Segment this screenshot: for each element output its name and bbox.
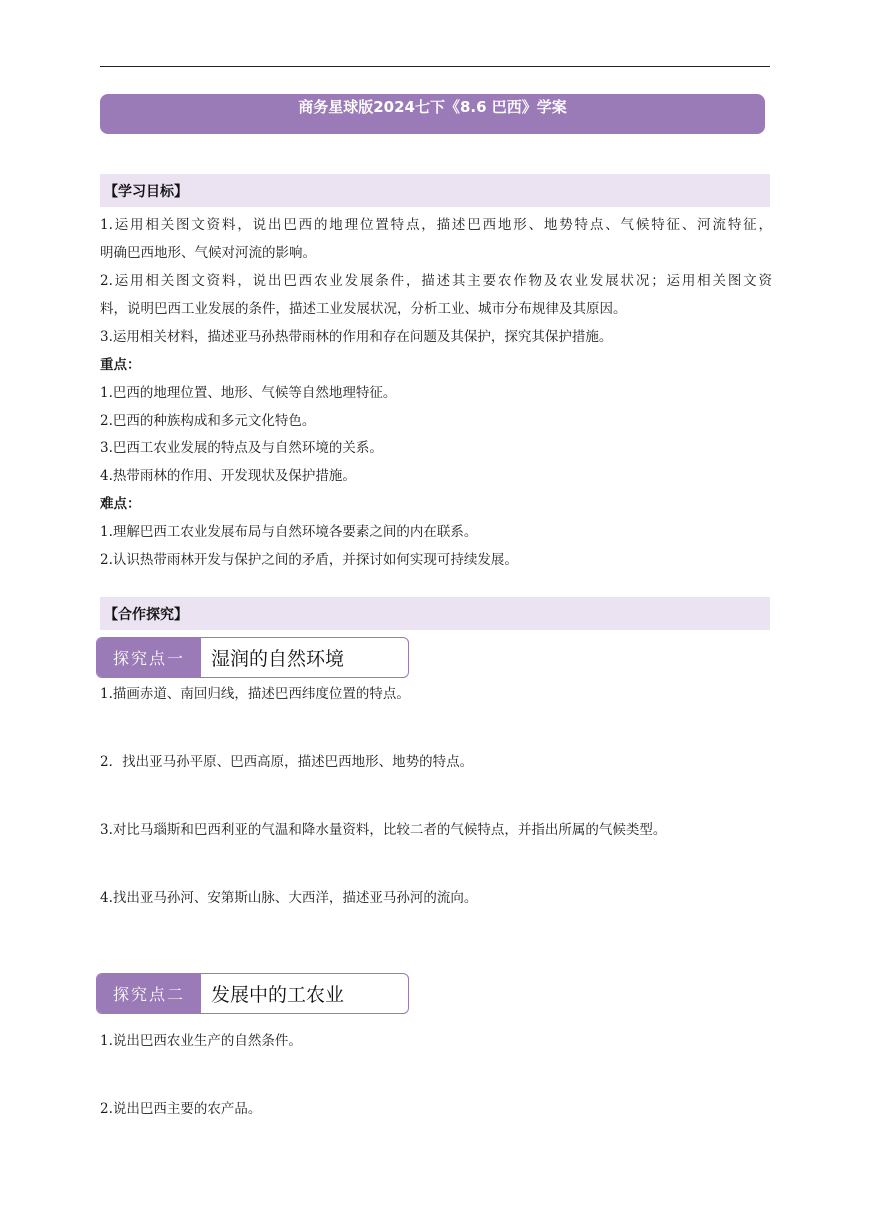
inquiry-point-tag: 探究点一 [97,638,201,677]
objective-line: 2.运用相关图文资料，说出巴西农业发展条件，描述其主要农作物及农业发展状况；运用相关图文资 [100,273,772,289]
inquiry-question: 2．找出亚马孙平原、巴西高原，描述巴西地形、地势的特点。 [100,754,474,770]
inquiry-point-tag: 探究点二 [97,974,201,1013]
inquiry-question: 3.对比马瑙斯和巴西利亚的气温和降水量资料，比较二者的气候特点，并指出所属的气候类型。 [100,822,667,838]
inquiry-point-one-header [96,637,409,678]
objective-line: 明确巴西地形、气候对河流的影响。 [100,245,316,261]
inquiry-point-title: 发展中的工农业 [211,984,345,1006]
key-point: 2.巴西的种族构成和多元文化特色。 [100,413,316,429]
inquiry-question: 4.找出亚马孙河、安第斯山脉、大西洋，描述亚马孙河的流向。 [100,890,478,906]
key-points-label: 重点： [100,357,141,373]
cooperation-header: 【合作探究】 [100,597,770,630]
inquiry-question: 2.说出巴西主要的农产品。 [100,1101,262,1117]
inquiry-question: 1.描画赤道、南回归线，描述巴西纬度位置的特点。 [100,686,410,702]
key-point: 3.巴西工农业发展的特点及与自然环境的关系。 [100,440,383,456]
objectives-header: 【学习目标】 [100,174,770,207]
top-rule [100,66,770,67]
inquiry-question: 1.说出巴西农业生产的自然条件。 [100,1033,302,1049]
difficult-point: 2.认识热带雨林开发与保护之间的矛盾，并探讨如何实现可持续发展。 [100,552,518,568]
difficult-point: 1.理解巴西工农业发展布局与自然环境各要素之间的内在联系。 [100,524,478,540]
page-title: 商务星球版2024七下《8.6 巴西》学案 [100,94,765,134]
key-point: 4.热带雨林的作用、开发现状及保护措施。 [100,468,356,484]
key-point: 1.巴西的地理位置、地形、气候等自然地理特征。 [100,385,397,401]
inquiry-point-two-header [96,973,409,1014]
objective-line: 3.运用相关材料，描述亚马孙热带雨林的作用和存在问题及其保护，探究其保护措施。 [100,329,613,345]
objective-line: 1.运用相关图文资料，说出巴西的地理位置特点，描述巴西地形、地势特点、气候特征、河流特征， [100,217,772,233]
inquiry-point-title: 湿润的自然环境 [211,648,345,670]
objective-line: 料，说明巴西工业发展的条件，描述工业发展状况，分析工业、城市分布规律及其原因。 [100,301,627,317]
difficult-points-label: 难点： [100,496,141,512]
